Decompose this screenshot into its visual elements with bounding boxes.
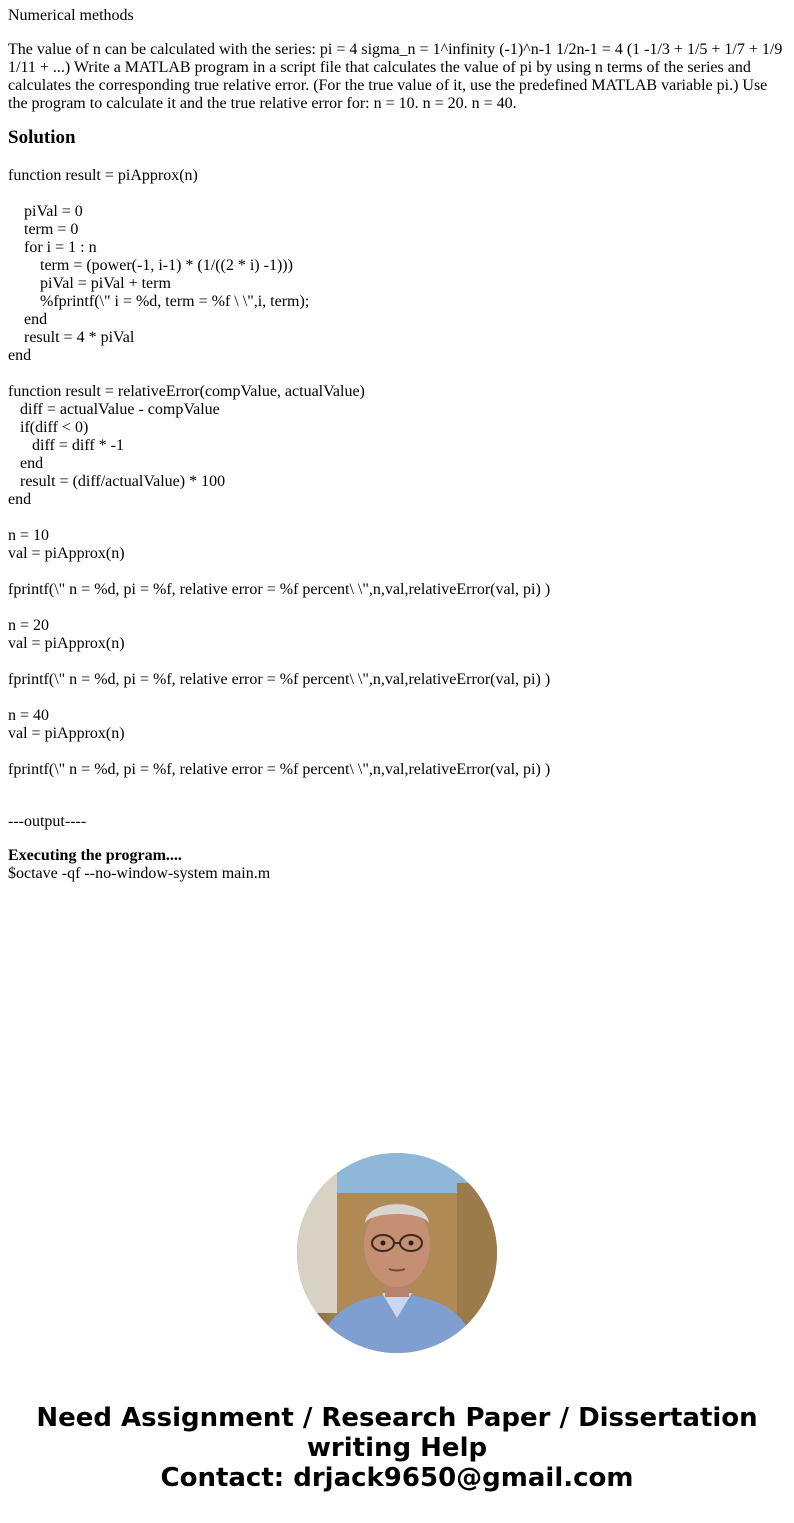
code-blank [8,743,788,761]
code-line: term = (power(-1, i-1) * (1/((2 * i) -1))) [8,257,293,274]
promo-line: writing Help [306,1433,488,1463]
code-blank [8,599,788,617]
code-blank [8,509,788,527]
code-block-run-10 [8,527,788,599]
code-line: result = 4 * piVal [8,329,135,346]
code-line: fprintf(\" n = %d, pi = %f, relative error = %f percent\ \",n,val,relativeError(val, pi) ) [8,671,551,688]
code-line: diff = actualValue - compValue [8,401,220,418]
code-line: if(diff < 0) [8,419,89,436]
code-line: val = piApprox(n) [8,635,125,652]
code-line: term = 0 [8,221,79,238]
code-blank [8,185,788,203]
code-line: end [8,311,48,328]
code-block-run-20 [8,617,788,689]
document-body [8,7,788,883]
question-text: The value of n can be calculated with the series: pi = 4 sigma_n = 1^infinity (-1)^n-1 1/2n-1 = 4 (1 -1/3 + 1/5 + 1/7 + 1/9 1/11 + ...) Write a MATLAB program in a script file that calculates the value of pi by using n terms of the series and calculates the corresponding true relative error. (For the true value of it, use the predefined MATLAB variable pi.) Use the program to calculate it and the true relative error for: n = 10. n = 20. n = 40. [8,41,783,112]
code-line: val = piApprox(n) [8,545,125,562]
code-line: val = piApprox(n) [8,725,125,742]
promo-contact: Contact: drjack9650@gmail.com [160,1463,634,1493]
code-blank [8,563,788,581]
code-block-pi-approx [8,167,788,365]
code-line: piVal = piVal + term [8,275,171,292]
executing-label: Executing the program.... [8,847,182,864]
code-line: end [8,455,44,472]
code-line: n = 10 [8,527,50,544]
person-photo-icon [297,1153,497,1353]
code-blank [8,779,788,813]
code-line: end [8,347,32,364]
code-line: function result = relativeError(compValue, actualValue) [8,383,365,400]
promo-line: Need Assignment / Research Paper / Dissertation [36,1403,758,1433]
code-line: fprintf(\" n = %d, pi = %f, relative error = %f percent\ \",n,val,relativeError(val, pi) ) [8,761,551,778]
code-line: end [8,491,32,508]
code-line: for i = 1 : n [8,239,97,256]
code-blank [8,365,788,383]
code-block-run-40 [8,707,788,779]
code-blank [8,689,788,707]
code-line: n = 40 [8,707,50,724]
solution-heading: Solution [8,127,76,148]
command-line: $octave -qf --no-window-system main.m [8,865,271,882]
code-blank [8,653,788,671]
code-line: %fprintf(\" i = %d, term = %f \ \",i, term); [8,293,310,310]
page-title: Numerical methods [8,7,134,24]
code-line: result = (diff/actualValue) * 100 [8,473,226,490]
code-line: function result = piApprox(n) [8,167,198,184]
code-line: piVal = 0 [8,203,83,220]
promo-banner [0,1403,794,1493]
code-block-relative-error [8,383,788,509]
code-line: fprintf(\" n = %d, pi = %f, relative error = %f percent\ \",n,val,relativeError(val, pi) ) [8,581,551,598]
output-marker: ---output---- [8,813,87,830]
code-line: diff = diff * -1 [8,437,124,454]
code-line: n = 20 [8,617,50,634]
